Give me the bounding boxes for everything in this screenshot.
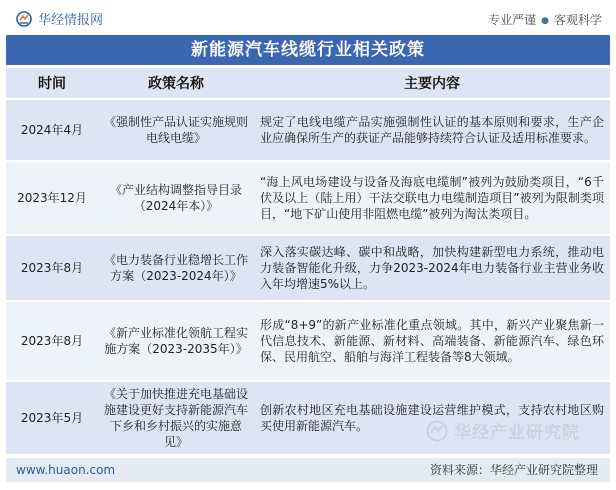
column-header-time: 时间 xyxy=(6,68,98,99)
cell-policy-name: 《电力装备行业稳增长工作方案（2023-2024年）》 xyxy=(98,235,254,301)
brand-name: 华经情报网 xyxy=(38,13,104,28)
watermark-text: 华经产业研究院 xyxy=(454,423,580,443)
cell-content: 深入落实碳达峰、碳中和战略，加快构建新型电力系统，推动电力装备智能化升级，力争2023-2024年电力装备行业主营业务收入年均增速5%以上。 xyxy=(254,235,610,301)
cell-content: 创新农村地区充电基础设施建设运营维护模式，支持农村地区购买使用新能源汽车。 xyxy=(254,381,610,455)
cell-time: 2023年12月 xyxy=(6,161,98,235)
column-header-content: 主要内容 xyxy=(254,68,610,99)
cell-policy-name: 《强制性产品认证实施规则电线电缆》 xyxy=(98,99,254,161)
slogan xyxy=(488,11,602,28)
table-row xyxy=(6,235,610,301)
slogan-left: 专业严谨 xyxy=(488,13,537,27)
table-row xyxy=(6,301,610,381)
cell-time: 2023年8月 xyxy=(6,301,98,381)
cell-content: 规定了电线电缆产品实施强制性认证的基本原则和要求，生产企业应确保所生产的获证产品能够持续符合认证及适用标准要求。 xyxy=(254,99,610,161)
footer-source: 资料来源：华经产业研究院整理 xyxy=(429,463,598,477)
cell-time: 2023年8月 xyxy=(6,235,98,301)
cell-content: “海上风电场建设与设备及海底电缆制”被列为鼓励类项目，“6千伏及以上（陆上用）干法交联电力电缆制造项目”被列为限制类项目，“地下矿山使用非阻燃电缆”被列为淘汰类项目。 xyxy=(254,161,610,235)
bullet-dot-icon: ● xyxy=(541,16,549,26)
policy-table xyxy=(6,68,610,456)
table-header-row xyxy=(6,68,610,99)
watermark xyxy=(426,418,580,443)
footer xyxy=(6,458,610,482)
cell-time: 2024年4月 xyxy=(6,99,98,161)
watermark-logo-icon xyxy=(426,420,448,442)
column-header-name: 政策名称 xyxy=(98,68,254,99)
cell-policy-name: 《产业结构调整指导目录（2024年本）》 xyxy=(98,161,254,235)
top-bar xyxy=(0,0,616,34)
brand-logo-icon xyxy=(16,11,32,27)
cell-policy-name: 《新产业标准化领航工程实施方案（2023-2035年）》 xyxy=(98,301,254,381)
slogan-right: 客观科学 xyxy=(553,13,602,27)
cell-content: 形成“8+9”的新产业标准化重点领域。其中，新兴产业聚焦新一代信息技术、新能源、新材料、高端装备、新能源汽车、绿色环保、民用航空、船舶与海洋工程装备等8大领域。 xyxy=(254,301,610,381)
table-row xyxy=(6,99,610,161)
page-title: 新能源汽车线缆行业相关政策 xyxy=(6,35,610,65)
cell-time: 2023年5月 xyxy=(6,381,98,455)
footer-url-link[interactable]: www.huaon.com xyxy=(16,463,116,477)
brand[interactable] xyxy=(16,9,103,28)
table-row xyxy=(6,161,610,235)
cell-policy-name: 《关于加快推进充电基础设施建设更好支持新能源汽车下乡和乡村振兴的实施意见》 xyxy=(98,381,254,455)
